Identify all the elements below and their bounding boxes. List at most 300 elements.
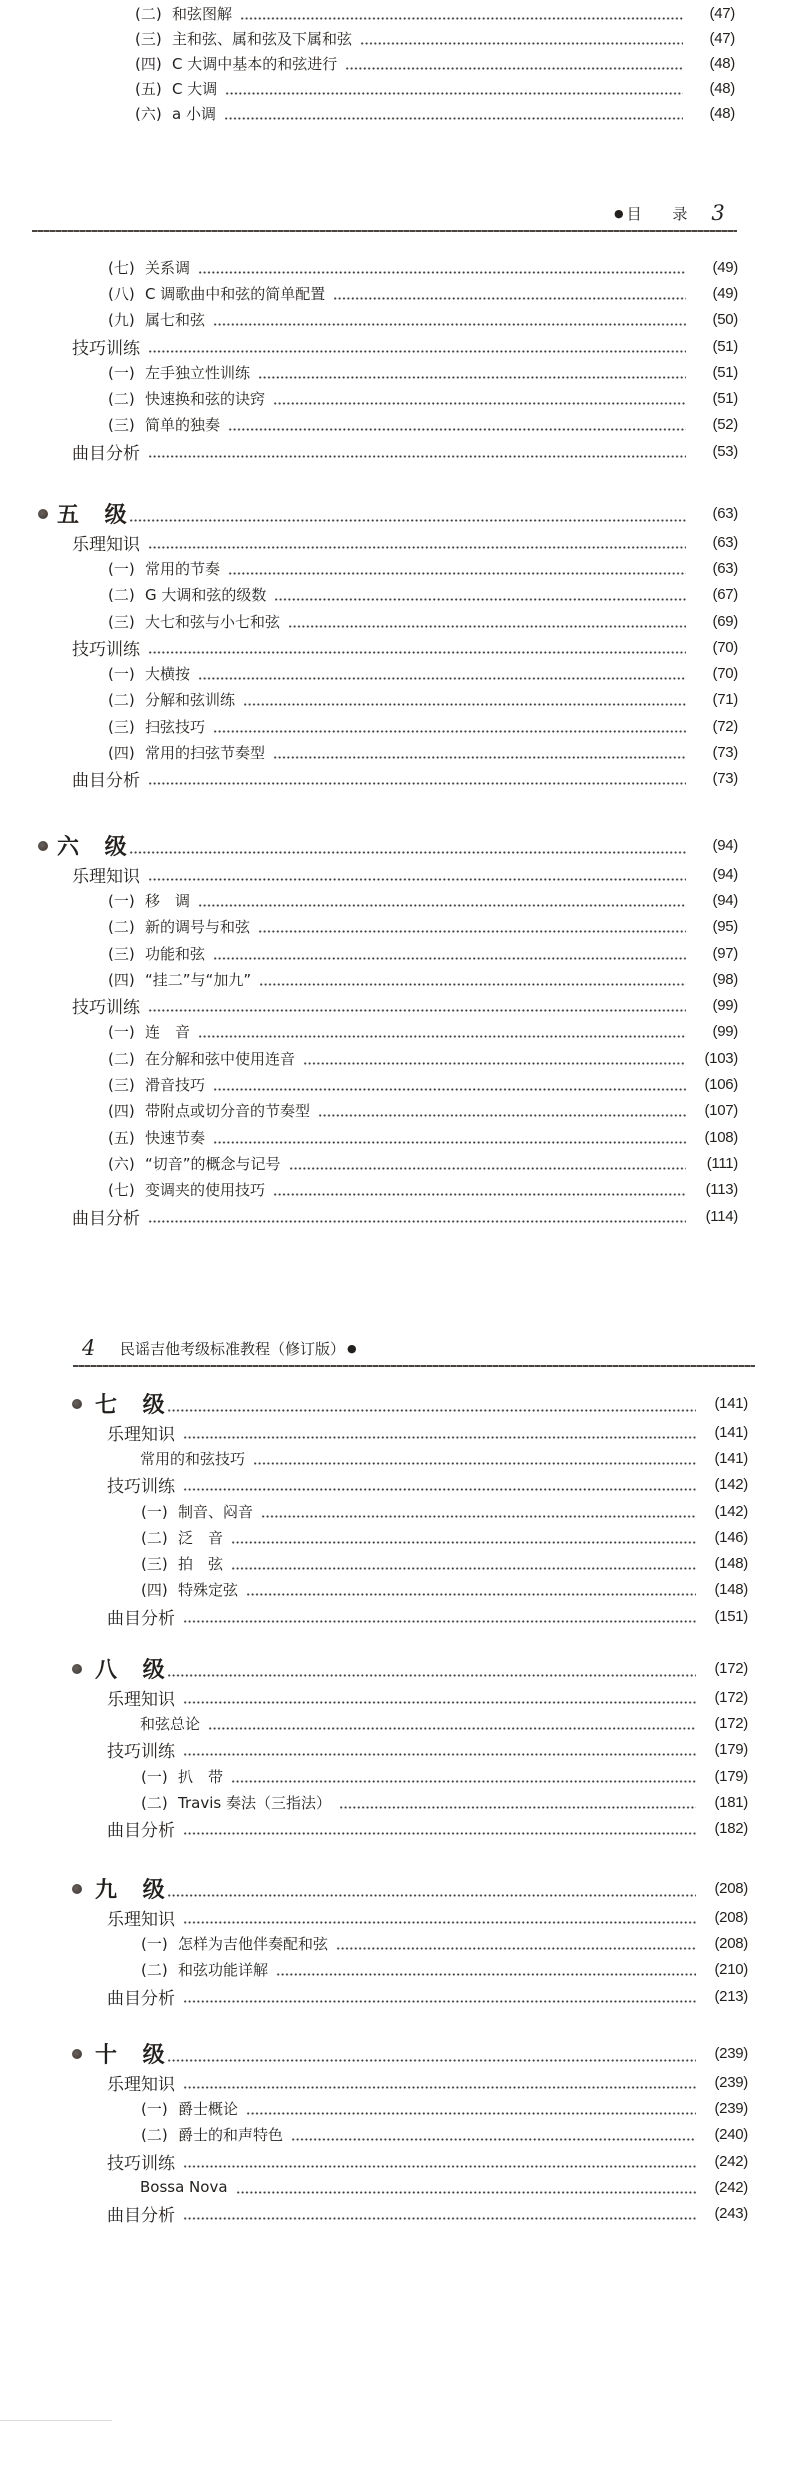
section-entry [0, 2200, 748, 2226]
dot-leader [167, 1674, 696, 1677]
entry-number: (三) [108, 717, 135, 736]
page-number: (242) [714, 2152, 748, 2170]
page-number: (172) [714, 1714, 748, 1732]
page-number: (51) [712, 363, 738, 381]
page-number: (108) [704, 1128, 738, 1146]
entry-number: (四) [135, 55, 162, 73]
page4-running-header [82, 1336, 357, 1360]
page-number: (141) [714, 1449, 748, 1467]
level-8-block [0, 1653, 748, 1842]
entry-title: 技巧训练 [107, 2153, 175, 2174]
level-6-block [0, 830, 738, 1229]
entry-title: 变调夹的使用技巧 [145, 1181, 266, 1200]
page3-running-header [614, 201, 725, 225]
dot-leader [183, 2165, 696, 2168]
page-number: (72) [712, 717, 738, 735]
entry-title: 乐理知识 [72, 866, 140, 887]
page3-continued-entries [0, 254, 738, 464]
page-number: (208) [714, 1934, 748, 1952]
dot-leader [333, 297, 686, 300]
entry-title: 扫弦技巧 [145, 717, 206, 736]
section-entry [0, 1419, 748, 1445]
section-entry [0, 529, 738, 555]
page-number: (49) [712, 258, 738, 276]
section-entry [0, 333, 738, 359]
toc-entry [0, 1930, 748, 1956]
entry-title: 分解和弦训练 [145, 691, 236, 710]
entry-title: 特殊定弦 [178, 1581, 239, 1600]
toc-entry [0, 412, 738, 438]
entry-number: (三) [135, 30, 162, 48]
entry-title: Travis 奏法（三指法） [178, 1793, 331, 1812]
page-number: (99) [712, 1023, 738, 1041]
entry-number: (四) [108, 744, 135, 763]
page-number: (47) [709, 30, 735, 47]
page-number: (48) [709, 105, 735, 122]
level-9-block [0, 1873, 748, 2009]
dot-leader [360, 42, 683, 45]
dot-leader [183, 1701, 696, 1704]
entry-title: 常用的扫弦节奏型 [145, 744, 266, 763]
entry-title: 七 级 [95, 1393, 165, 1418]
entry-title: C 大调中基本的和弦进行 [172, 55, 338, 73]
dot-leader [243, 703, 686, 706]
entry-number: (二) [141, 1793, 168, 1812]
entry-title: 快速节奏 [145, 1128, 206, 1147]
level-heading [0, 1653, 748, 1684]
page-number: (239) [714, 2073, 748, 2091]
level-5-block [0, 498, 738, 792]
entry-title: 曲目分析 [107, 1821, 175, 1842]
dot-leader [231, 1567, 696, 1570]
toc-entry [0, 2174, 748, 2200]
page-number: (106) [704, 1076, 738, 1094]
page-number: (47) [709, 5, 735, 22]
entry-title: 简单的独奏 [145, 416, 221, 435]
bullet-icon [72, 1664, 82, 1674]
dot-leader [183, 2000, 696, 2003]
section-entry [0, 1203, 738, 1229]
section-entry [0, 2069, 748, 2095]
page-number: (142) [714, 1502, 748, 1520]
page-number: (148) [714, 1555, 748, 1573]
dot-leader [148, 350, 686, 353]
entry-number: (一) [108, 559, 135, 578]
section-entry [0, 992, 738, 1018]
dot-leader [336, 1947, 696, 1950]
dot-leader [273, 402, 686, 405]
header-divider [32, 230, 737, 232]
toc-entry [0, 1124, 738, 1150]
page-number: (141) [714, 1423, 748, 1441]
page-number: (99) [712, 997, 738, 1015]
entry-number: (二) [108, 918, 135, 937]
dot-leader [198, 677, 686, 680]
toc-entry [0, 1789, 748, 1815]
dot-leader [183, 1921, 696, 1924]
toc-entry [0, 582, 738, 608]
header-bullet-icon: ● [614, 206, 624, 220]
dot-leader [213, 957, 686, 960]
page-number: (148) [714, 1581, 748, 1599]
dot-leader [289, 1167, 686, 1170]
header-bullet-icon: ● [347, 1341, 357, 1355]
dot-leader [291, 2138, 696, 2141]
entry-number: (三) [108, 416, 135, 435]
dot-leader [273, 756, 686, 759]
entry-number: (二) [108, 390, 135, 409]
dot-leader [183, 1620, 696, 1623]
entry-number: (三) [141, 1555, 168, 1574]
toc-entry [0, 1071, 738, 1097]
page-number: (103) [704, 1049, 738, 1067]
entry-number: (三) [108, 944, 135, 963]
toc-entry [0, 1498, 748, 1524]
page-number: (182) [714, 1820, 748, 1838]
entry-title: 和弦功能详解 [178, 1961, 269, 1980]
entry-title: 十 级 [95, 2043, 165, 2068]
entry-title: 爵士的和声特色 [178, 2126, 284, 2145]
entry-number: (五) [135, 80, 162, 98]
toc-entry [0, 1957, 748, 1983]
toc-entry [0, 101, 735, 126]
dot-leader [148, 1009, 686, 1012]
entry-title: 九 级 [95, 1878, 165, 1903]
entry-title: 主和弦、属和弦及下属和弦 [172, 30, 353, 48]
page-number: (172) [714, 1688, 748, 1706]
entry-number: (一) [141, 1502, 168, 1521]
entry-title: 曲目分析 [107, 2206, 175, 2227]
dot-leader [198, 904, 686, 907]
dot-leader [129, 519, 686, 522]
entry-number: (二) [108, 586, 135, 605]
toc-entry [0, 1019, 738, 1045]
page-number: (146) [714, 1528, 748, 1546]
dot-leader [318, 1114, 686, 1117]
entry-title: 左手独立性训练 [145, 363, 251, 382]
dot-leader [246, 2112, 696, 2115]
dot-leader [273, 1193, 686, 1196]
page-number: (95) [712, 918, 738, 936]
page-number: (179) [714, 1741, 748, 1759]
dot-leader [345, 67, 683, 70]
entry-number: (一) [108, 891, 135, 910]
header-divider [73, 1365, 755, 1367]
entry-title: 制音、闷音 [178, 1502, 254, 1521]
page-number: (239) [714, 2099, 748, 2117]
entry-title: “切音”的概念与记号 [145, 1154, 281, 1173]
entry-title: 爵士概论 [178, 2099, 239, 2118]
dot-leader [148, 878, 686, 881]
entry-number: (一) [108, 1023, 135, 1042]
page-number: (51) [712, 337, 738, 355]
toc-entry [0, 660, 738, 686]
dot-leader [228, 572, 686, 575]
entry-title: 技巧训练 [107, 1742, 175, 1763]
dot-leader [167, 1894, 696, 1897]
entry-title: 连 音 [145, 1023, 191, 1042]
entry-number: (三) [108, 612, 135, 631]
entry-title: 乐理知识 [107, 1909, 175, 1930]
entry-title: 曲目分析 [72, 1208, 140, 1229]
entry-number: (二) [141, 1528, 168, 1547]
header-page-number: 3 [711, 201, 725, 225]
dot-leader [246, 1593, 696, 1596]
toc-entry [0, 1098, 738, 1124]
entry-title: 在分解和弦中使用连音 [145, 1049, 296, 1068]
dot-leader [213, 323, 686, 326]
dot-leader [303, 1062, 686, 1065]
entry-number: (六) [108, 1154, 135, 1173]
dot-leader [213, 730, 686, 733]
toc-entry [0, 687, 738, 713]
level-heading [0, 830, 738, 861]
dot-leader [258, 930, 686, 933]
toc-entry [0, 1150, 738, 1176]
page-number: (53) [712, 442, 738, 460]
toc-entry [0, 1577, 748, 1603]
level-heading [0, 1388, 748, 1419]
entry-title: 滑音技巧 [145, 1076, 206, 1095]
entry-title: 六 级 [57, 835, 127, 860]
entry-number: (四) [108, 970, 135, 989]
dot-leader [259, 983, 686, 986]
level-heading [0, 1873, 748, 1904]
page-number: (49) [712, 284, 738, 302]
entry-title: 功能和弦 [145, 944, 206, 963]
toc-entry [0, 254, 738, 280]
level-heading [0, 2038, 748, 2069]
bullet-icon [38, 841, 48, 851]
dot-leader [236, 2191, 696, 2194]
page-number: (243) [714, 2205, 748, 2223]
page-number: (63) [712, 533, 738, 551]
page-number: (94) [712, 891, 738, 909]
page-number: (208) [714, 1880, 748, 1897]
dot-leader [208, 1727, 696, 1730]
section-entry [0, 634, 738, 660]
entry-title: 曲目分析 [72, 443, 140, 464]
dot-leader [183, 2217, 696, 2220]
bullet-icon [72, 1399, 82, 1409]
toc-entry [0, 608, 738, 634]
dot-leader [148, 782, 686, 785]
toc-entry [0, 887, 738, 913]
entry-title: G 大调和弦的级数 [145, 586, 267, 605]
page-number: (70) [712, 638, 738, 656]
entry-number: (一) [141, 2099, 168, 2118]
page-number: (210) [714, 1961, 748, 1979]
toc-entry [0, 1550, 748, 1576]
page-number: (97) [712, 944, 738, 962]
dot-leader [167, 2059, 696, 2062]
entry-title: 曲目分析 [107, 1608, 175, 1629]
toc-entry [0, 385, 738, 411]
entry-title: 大横按 [145, 665, 191, 684]
entry-title: “挂二”与“加九” [145, 970, 252, 989]
section-entry [0, 2148, 748, 2174]
dot-leader [183, 2086, 696, 2089]
entry-number: (七) [108, 1181, 135, 1200]
entry-title: 八 级 [95, 1658, 165, 1683]
toc-entry [0, 51, 735, 76]
dot-leader [240, 17, 683, 20]
header-page-number: 4 [82, 1336, 96, 1360]
entry-title: C 大调 [172, 80, 218, 98]
dot-leader [183, 1436, 696, 1439]
page-number: (70) [712, 665, 738, 683]
page-number: (98) [712, 970, 738, 988]
entry-number: (六) [135, 105, 162, 123]
dot-leader [231, 1780, 696, 1783]
dot-leader [276, 1973, 696, 1976]
entry-number: (七) [108, 258, 135, 277]
page-number: (242) [714, 2178, 748, 2196]
page-number: (113) [705, 1181, 738, 1199]
toc-entry [0, 713, 738, 739]
entry-title: 五 级 [57, 503, 127, 528]
page-number: (142) [714, 1476, 748, 1494]
entry-title: 大七和弦与小七和弦 [145, 612, 281, 631]
page-number: (114) [705, 1207, 738, 1225]
dot-leader [231, 1541, 696, 1544]
page-number: (181) [714, 1793, 748, 1811]
toc-entry [0, 1524, 748, 1550]
entry-title: 泛 音 [178, 1528, 224, 1547]
page-number: (240) [714, 2126, 748, 2144]
section-entry [0, 1983, 748, 2009]
entry-title: 怎样为吉他伴奏配和弦 [178, 1934, 329, 1953]
dot-leader [198, 271, 686, 274]
dot-leader [148, 546, 686, 549]
dot-leader [274, 598, 686, 601]
page-number: (48) [709, 80, 735, 97]
level-7-block [0, 1388, 748, 1629]
toc-entry [0, 1, 735, 26]
toc-entry [0, 966, 738, 992]
dot-leader [183, 1753, 696, 1756]
entry-number: (八) [108, 284, 135, 303]
section-entry [0, 1904, 748, 1930]
section-entry [0, 766, 738, 792]
page-number: (239) [714, 2045, 748, 2062]
page-number: (48) [709, 55, 735, 72]
dot-leader [253, 1462, 696, 1465]
page-number: (73) [712, 744, 738, 762]
dot-leader [183, 1488, 696, 1491]
dot-leader [198, 1035, 686, 1038]
entry-title: 技巧训练 [107, 1477, 175, 1498]
section-entry [0, 1684, 748, 1710]
entry-title: 拍 弦 [178, 1555, 224, 1574]
dot-leader [148, 1220, 686, 1223]
level-heading [0, 498, 738, 529]
entry-title: 技巧训练 [72, 639, 140, 660]
toc-entry [0, 940, 738, 966]
dot-leader [224, 117, 683, 120]
bullet-icon [38, 509, 48, 519]
toc-entry [0, 2122, 748, 2148]
toc-entry [0, 555, 738, 581]
section-entry [0, 861, 738, 887]
entry-title: a 小调 [172, 105, 216, 123]
page-number: (69) [712, 612, 738, 630]
page-number: (111) [706, 1154, 738, 1172]
entry-number: (五) [108, 1128, 135, 1147]
toc-entry [0, 307, 738, 333]
dot-leader [225, 92, 683, 95]
entry-title: 和弦图解 [172, 5, 233, 23]
dot-leader [148, 651, 686, 654]
entry-title: 和弦总论 [140, 1714, 201, 1733]
section-entry [0, 438, 738, 464]
entry-number: (一) [141, 1767, 168, 1786]
toc-entry [0, 1177, 738, 1203]
page-number: (141) [714, 1395, 748, 1412]
entry-title: 带附点或切分音的节奏型 [145, 1102, 311, 1121]
entry-title: 乐理知识 [107, 1689, 175, 1710]
entry-title: Bossa Nova [140, 2178, 228, 2197]
entry-title: 乐理知识 [107, 1424, 175, 1445]
bullet-icon [72, 2049, 82, 2059]
entry-title: 乐理知识 [107, 2074, 175, 2095]
toc-entry [0, 739, 738, 765]
page-number: (52) [712, 416, 738, 434]
dot-leader [288, 625, 686, 628]
dot-leader [339, 1806, 696, 1809]
header-book-title: 民谣吉他考级标准教程（修订版） [120, 1339, 346, 1358]
dot-leader [258, 376, 686, 379]
header-title: 目 录 [626, 204, 688, 223]
page-number: (94) [712, 837, 738, 854]
entry-number: (四) [141, 1581, 168, 1600]
entry-number: (二) [108, 1049, 135, 1068]
toc-entry [0, 26, 735, 51]
page-number: (51) [712, 390, 738, 408]
page-number: (213) [714, 1987, 748, 2005]
toc-entry [0, 76, 735, 101]
entry-title: 常用的节奏 [145, 559, 221, 578]
toc-entry [0, 1710, 748, 1736]
dot-leader [129, 851, 686, 854]
section-entry [0, 1737, 748, 1763]
page-number: (50) [712, 311, 738, 329]
toc-entry [0, 2095, 748, 2121]
page-number: (63) [712, 505, 738, 522]
scan-edge-mark [0, 2420, 112, 2421]
page-number: (179) [714, 1767, 748, 1785]
entry-number: (二) [141, 1961, 168, 1980]
toc-entry [0, 1045, 738, 1071]
entry-number: (四) [108, 1102, 135, 1121]
dot-leader [213, 1141, 686, 1144]
page-number: (63) [712, 559, 738, 577]
toc-entry [0, 280, 738, 306]
entry-title: 技巧训练 [72, 338, 140, 359]
entry-title: C 调歌曲中和弦的简单配置 [145, 284, 326, 303]
page-number: (67) [712, 586, 738, 604]
level-10-block [0, 2038, 748, 2227]
dot-leader [183, 1832, 696, 1835]
entry-title: 曲目分析 [72, 771, 140, 792]
toc-entry [0, 359, 738, 385]
section-entry [0, 1815, 748, 1841]
entry-title: 关系调 [145, 258, 191, 277]
bullet-icon [72, 1884, 82, 1894]
entry-number: (九) [108, 311, 135, 330]
entry-title: 曲目分析 [107, 1988, 175, 2009]
toc-entry [0, 914, 738, 940]
